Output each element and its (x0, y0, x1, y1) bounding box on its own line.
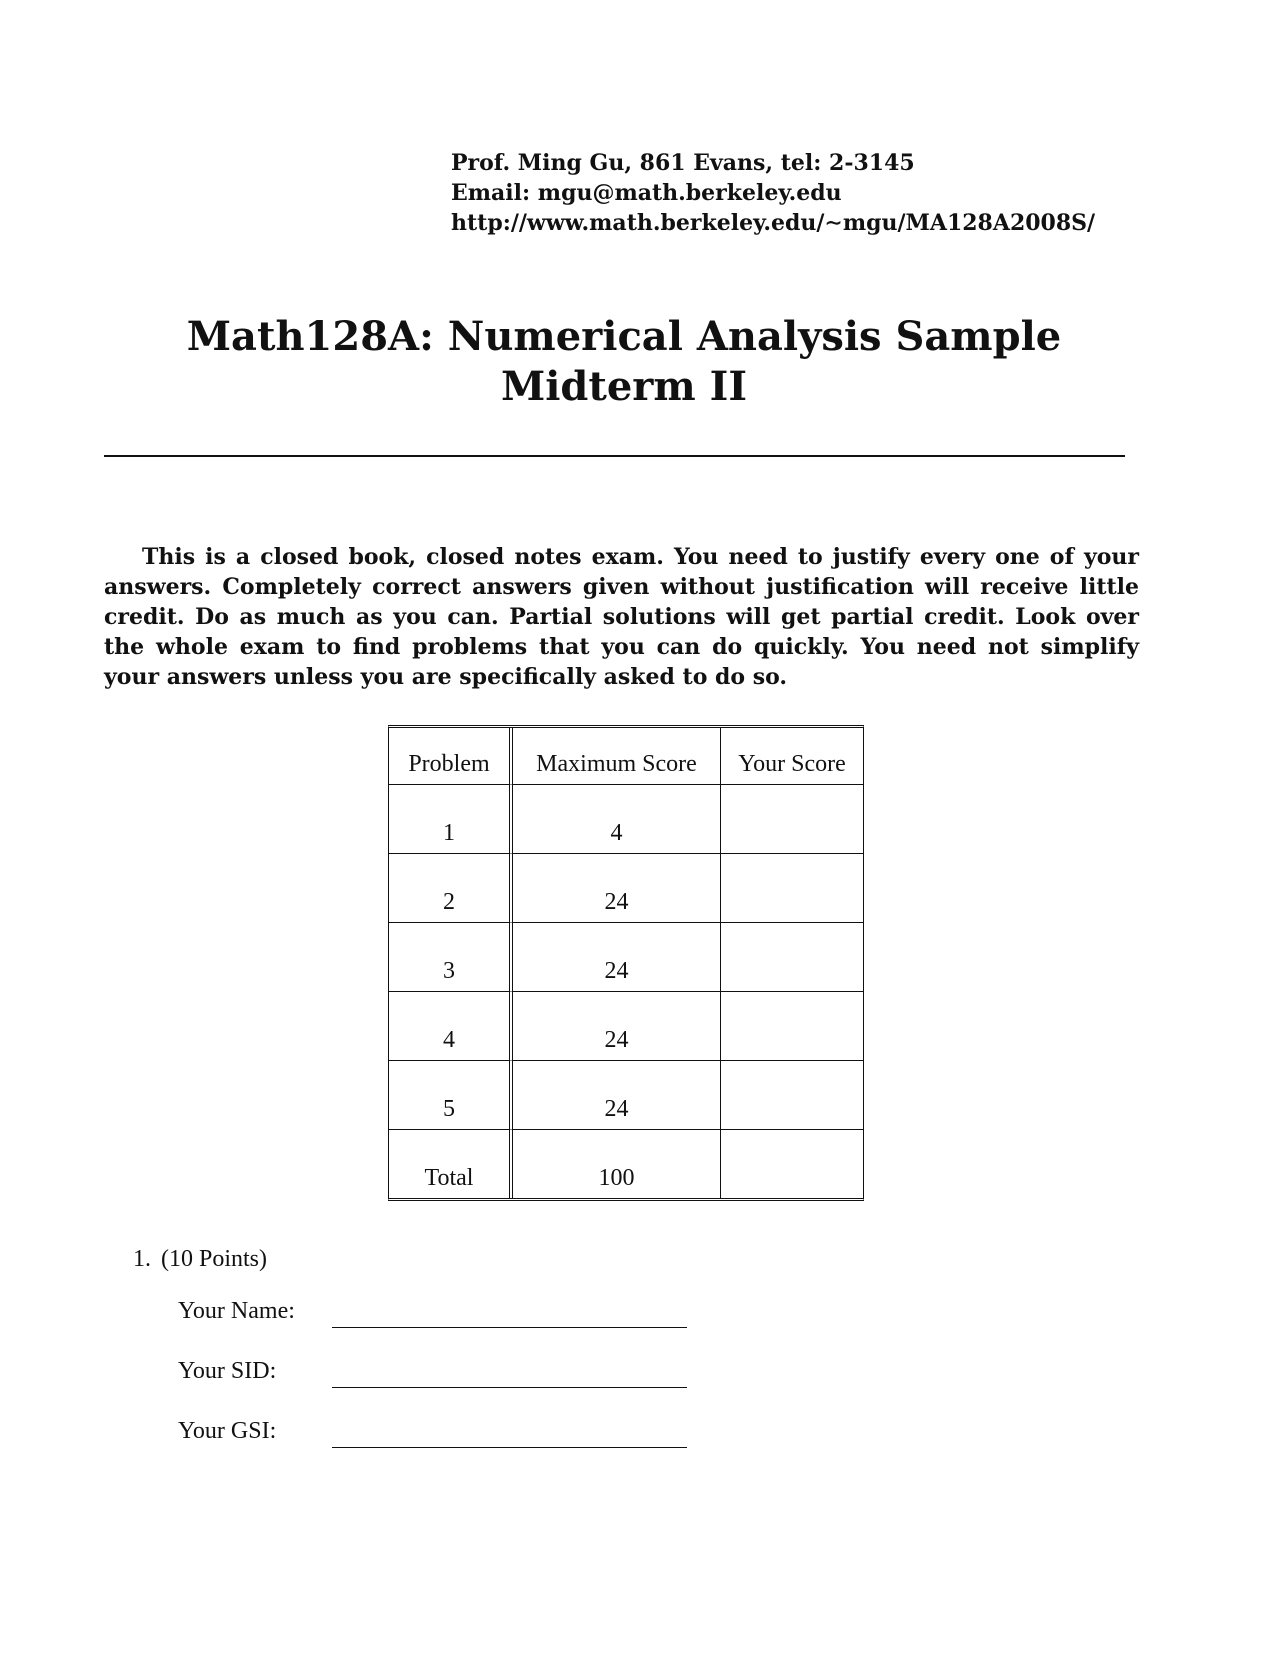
question-points: (10 Points) (161, 1246, 268, 1272)
max-score-cell: 24 (513, 854, 721, 923)
gsi-field[interactable] (332, 1447, 687, 1448)
table-header-row (389, 728, 863, 785)
email-line: Email: mgu@math.berkeley.edu (451, 180, 842, 206)
sid-field[interactable] (332, 1387, 687, 1388)
instructor-line: Prof. Ming Gu, 861 Evans, tel: 2-3145 (451, 150, 915, 176)
your-score-cell[interactable] (721, 923, 863, 992)
instructor-info (451, 148, 1095, 238)
max-score-cell: 24 (513, 923, 721, 992)
your-score-cell[interactable] (721, 854, 863, 923)
total-score-cell[interactable] (721, 1130, 863, 1198)
problem-cell: 1 (389, 785, 513, 854)
max-score-cell: 4 (513, 785, 721, 854)
course-url-line: http://www.math.berkeley.edu/∼mgu/MA128A2008S/ (451, 210, 1096, 236)
table-row (389, 923, 863, 992)
your-score-cell[interactable] (721, 785, 863, 854)
table-row (389, 785, 863, 854)
problem-cell: 3 (389, 923, 513, 992)
header-maximum-score: Maximum Score (513, 728, 721, 785)
your-score-cell[interactable] (721, 992, 863, 1061)
question-1-heading (133, 1246, 267, 1273)
max-score-cell: 24 (513, 992, 721, 1061)
gsi-label: Your GSI: (178, 1418, 277, 1444)
score-table (388, 725, 864, 1201)
table-total-row (389, 1130, 863, 1198)
table-row (389, 992, 863, 1061)
problem-cell: 5 (389, 1061, 513, 1130)
total-label-cell: Total (389, 1130, 513, 1198)
title-divider (104, 455, 1125, 457)
problem-cell: 2 (389, 854, 513, 923)
sid-label: Your SID: (178, 1358, 277, 1384)
page-title (104, 312, 1144, 412)
total-max-cell: 100 (513, 1130, 721, 1198)
your-score-cell[interactable] (721, 1061, 863, 1130)
title-line-2: Midterm II (500, 363, 748, 410)
exam-instructions: This is a closed book, closed notes exam. You need to justify every one of your answers. Completely correct answers given without justification will receive little credit. Do as much as you can. Partial solutions will get partial credit. Look over the whole exam to find problems that you can do quickly. You need not simplify your answers unless you are specifically asked to do so. (104, 544, 1139, 690)
table-row (389, 854, 863, 923)
name-label: Your Name: (178, 1298, 295, 1324)
max-score-cell: 24 (513, 1061, 721, 1130)
table-row (389, 1061, 863, 1130)
question-number: 1. (133, 1246, 151, 1272)
header-your-score: Your Score (721, 728, 863, 785)
title-line-1: Math128A: Numerical Analysis Sample (186, 313, 1062, 360)
name-field[interactable] (332, 1327, 687, 1328)
problem-cell: 4 (389, 992, 513, 1061)
header-problem: Problem (389, 728, 513, 785)
